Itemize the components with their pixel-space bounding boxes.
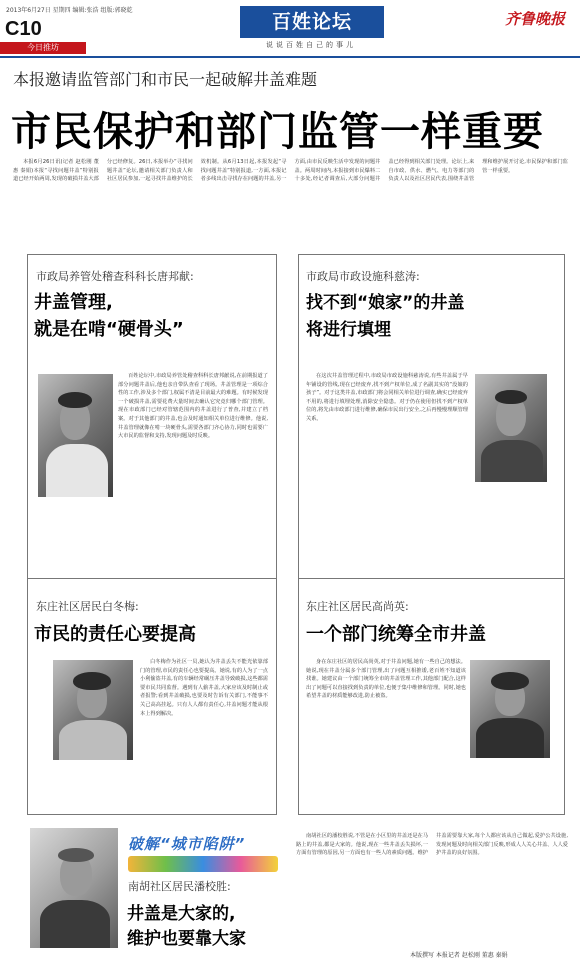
article-ci-speaker: 市政局市政设施科慈涛: [306, 270, 420, 283]
banner-text: 破解“城市陷阱” [128, 835, 246, 853]
article-tang-speaker: 市政局养管处稽查科科长唐邦献: [36, 270, 194, 283]
lead-intro [13, 158, 568, 240]
article-ci-title-line2: 将进行填埋 [306, 320, 391, 340]
article-tang-title-line2: 就是在啃“硬骨头” [34, 319, 184, 340]
photo-bai [53, 660, 133, 760]
column-title: 百姓论坛 [271, 11, 352, 33]
article-ci-body [306, 372, 468, 574]
article-ci-text: 在这次井盖管理过程中,市政局市政设施科慈涛说,有些井盖属于早年铺设的管线,现在已经废弃,找不到产权单位,成了名副其实的“没娘的孩子”。对于这类井盖,市政部门将会同相关单位进行调查,确实已经废弃不用的,将进行填埋处理,消除安全隐患。对于仍在使用但找不到产权单位的,将先由市政部门进行维修,确保市民出行安全,之后再慢慢理顺管理关系。 [306, 373, 468, 422]
section-label: 今日推坊 [0, 42, 86, 54]
article-gao-body [306, 658, 466, 808]
article-gao-speaker: 东庄社区居民高尚英: [306, 600, 409, 613]
article-gao-text: 身在东庄社区的居民高尚英,对于井盖问题,她有一些自己的想法。她说,现在井盖分属多个部门管理,出了问题互相推诿,老百姓不知道该找谁。她建议由一个部门统筹全市的井盖管理工作,其他部门配合,这样出了问题可以直接找到负责的单位,也便于集中维修和管理。同时,她也希望井盖的材质能够改进,防止被盗。 [306, 659, 466, 700]
newspaper-logo: 齐鲁晚报 [505, 10, 566, 28]
lead-intro-text: 本报6月26日讯(记者 赵松刚 董惠 秦娟)本报“寻找问题井盖”特别报道已经开始两周,发现的破损井盖大部分已经修复。26日,本报举办“寻找问题井盖”论坛,邀请相关部门负责人和社区居民参加,一起寻找井盖维护的长效机制。从6月13日起,本报发起“寻找问题井盖”特别报道,一方面,本报记者多线出击寻找存在问题的井盖,另一方面,由市民反映生活中发现的问题井盖。两周时间内,本报接到市民爆料二十多处,经记者调查后,大部分问题井盖已经得到相关部门处理。论坛上,来自市政、供水、燃气、电力等部门的负责人以及社区居民代表,围绕井盖管理和维护展开讨论,市民保护和部门监管一样重要。 [13, 159, 568, 183]
credits: 本版撰写 本报记者 赵松刚 董惠 秦娟 [410, 952, 508, 959]
lead-headline: 市民保护和部门监管一样重要 [11, 109, 544, 155]
date-line: 2013年6月27日 星期四 编辑:张浩 组版:郭晓乾 [6, 7, 133, 14]
article-pan-title-line2: 维护也要靠大家 [127, 929, 246, 949]
photo-pan [30, 828, 118, 948]
article-gao-title: 一个部门统筹全市井盖 [306, 624, 486, 645]
article-tang-body [118, 372, 268, 574]
lead-kicker: 本报邀请监管部门和市民一起破解井盖难题 [13, 70, 318, 89]
article-tang-title-line1: 井盖管理, [34, 292, 113, 313]
photo-ci [475, 374, 547, 482]
article-bai-text: 白冬梅作为社区一员,她认为井盖丢失不能光依靠部门的管理,市民的责任心也要提高。她说,有的人为了一点小利偷盗井盖,有的车辆经常碾压井盖导致破损,这些都需要市民共同监督。遇到有人偷井盖,大家应该及时制止或者报警;看到井盖破损,也要及时告诉有关部门,不能事不关己高高挂起。只有人人都有责任心,井盖问题才能从根本上得到解决。 [140, 659, 268, 717]
banner-city-trap [128, 833, 278, 871]
photo-tang [38, 374, 113, 497]
article-bai-title: 市民的责任心要提高 [34, 624, 196, 645]
column-title-box [240, 6, 384, 38]
article-pan-speaker: 南胡社区居民潘校胜: [128, 880, 231, 893]
article-tang-text: 百姓论坛中,市政局养管处稽查科科长唐邦献说,在前期报道了部分问题井盖后,他也亲自带队查看了现场。井盖管理是一项综合性的工作,涉及多个部门,权属不清是目前最大的难题。有时候发现一个破损井盖,需要花费大量时间去确认它究竟归哪个部门管理。现在市政部门已经对管辖范围内的井盖进行了普查,并建立了档案。对于其他部门的井盖,也会及时通知相关单位进行维修。他说,井盖管理就像在啃一块硬骨头,需要各部门齐心协力,同时也需要广大市民的监督和支持,发现问题及时反映。 [118, 373, 268, 440]
masthead-rule [0, 56, 580, 58]
article-pan-body [296, 832, 568, 950]
photo-gao [470, 660, 550, 758]
article-bai-speaker: 东庄社区居民白冬梅: [36, 600, 139, 613]
banner-illustration [128, 856, 278, 872]
article-pan-text: 南胡社区的潘校胜说,不管是在小区里的井盖还是在马路上的井盖,都是大家的。他说,现在一些井盖丢失损坏,一方面有管理的原因,另一方面也有一些人的素质问题。维护井盖需要靠大家,每个人都应该从自己做起,爱护公共设施,发现问题及时向相关部门反映,形成人人关心井盖、人人爱护井盖的良好氛围。 [296, 833, 568, 857]
article-pan-title-line1: 井盖是大家的, [127, 904, 236, 924]
column-slogan: 说说百姓自己的事儿 [266, 41, 356, 49]
article-bai-body [140, 658, 268, 808]
article-ci-title-line1: 找不到“娘家”的井盖 [306, 293, 465, 313]
page-number: C10 [5, 18, 42, 40]
